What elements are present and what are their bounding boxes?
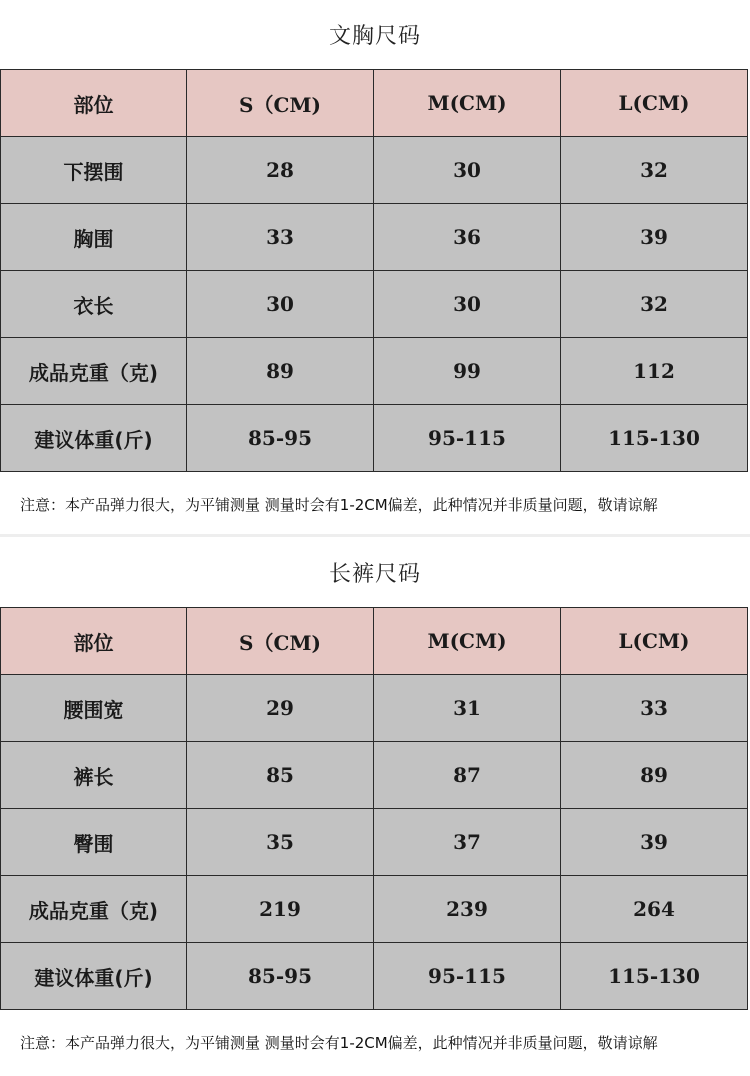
header-size-m: M(CM) xyxy=(374,70,561,137)
table-row xyxy=(1,876,748,943)
measurement-note: 注意：本产品弹力很大，为平铺测量 测量时会有1-2CM偏差，此种情况并非质量问题，敬请谅解 xyxy=(20,1034,658,1052)
cell-s: 85-95 xyxy=(187,405,374,472)
table-row xyxy=(1,943,748,1010)
cell-l: 32 xyxy=(561,271,748,338)
cell-s: 29 xyxy=(187,675,374,742)
cell-l: 115-130 xyxy=(561,405,748,472)
cell-m: 37 xyxy=(374,809,561,876)
measurement-note: 注意：本产品弹力很大，为平铺测量 测量时会有1-2CM偏差，此种情况并非质量问题，敬请谅解 xyxy=(20,496,658,514)
row-label: 成品克重（克) xyxy=(1,876,187,943)
row-label: 建议体重(斤) xyxy=(1,943,187,1010)
cell-l: 39 xyxy=(561,809,748,876)
bra-size-title: 文胸尺码 xyxy=(328,24,421,49)
header-size-l: L(CM) xyxy=(561,70,748,137)
cell-m: 95-115 xyxy=(374,405,561,472)
cell-s: 85 xyxy=(187,742,374,809)
cell-m: 95-115 xyxy=(374,943,561,1010)
header-part: 部位 xyxy=(1,608,187,675)
cell-l: 39 xyxy=(561,204,748,271)
cell-l: 112 xyxy=(561,338,748,405)
row-label: 臀围 xyxy=(1,809,187,876)
table-row xyxy=(1,809,748,876)
row-label: 腰围宽 xyxy=(1,675,187,742)
cell-m: 99 xyxy=(374,338,561,405)
cell-l: 89 xyxy=(561,742,748,809)
cell-s: 28 xyxy=(187,137,374,204)
table-row xyxy=(1,405,748,472)
table-row xyxy=(1,204,748,271)
pants-size-title: 长裤尺码 xyxy=(328,562,421,587)
row-label: 裤长 xyxy=(1,742,187,809)
cell-m: 30 xyxy=(374,137,561,204)
section-divider xyxy=(0,534,750,537)
cell-s: 35 xyxy=(187,809,374,876)
table-row xyxy=(1,271,748,338)
table-header-row xyxy=(1,70,748,137)
cell-l: 32 xyxy=(561,137,748,204)
pants-size-section xyxy=(0,538,750,1070)
table-row xyxy=(1,742,748,809)
cell-s: 219 xyxy=(187,876,374,943)
bra-size-section xyxy=(0,0,750,532)
cell-m: 239 xyxy=(374,876,561,943)
cell-m: 31 xyxy=(374,675,561,742)
cell-s: 89 xyxy=(187,338,374,405)
cell-l: 264 xyxy=(561,876,748,943)
pants-size-table xyxy=(0,607,748,1010)
header-size-l: L(CM) xyxy=(561,608,748,675)
header-part: 部位 xyxy=(1,70,187,137)
cell-m: 36 xyxy=(374,204,561,271)
header-size-s: S（CM) xyxy=(187,608,374,675)
header-size-s: S（CM) xyxy=(187,70,374,137)
bra-size-table xyxy=(0,69,748,472)
row-label: 下摆围 xyxy=(1,137,187,204)
row-label: 成品克重（克) xyxy=(1,338,187,405)
table-header-row xyxy=(1,608,748,675)
cell-s: 85-95 xyxy=(187,943,374,1010)
cell-l: 115-130 xyxy=(561,943,748,1010)
row-label: 胸围 xyxy=(1,204,187,271)
table-row xyxy=(1,338,748,405)
cell-m: 87 xyxy=(374,742,561,809)
cell-m: 30 xyxy=(374,271,561,338)
header-size-m: M(CM) xyxy=(374,608,561,675)
row-label: 建议体重(斤) xyxy=(1,405,187,472)
table-row xyxy=(1,675,748,742)
row-label: 衣长 xyxy=(1,271,187,338)
cell-s: 30 xyxy=(187,271,374,338)
cell-s: 33 xyxy=(187,204,374,271)
table-row xyxy=(1,137,748,204)
cell-l: 33 xyxy=(561,675,748,742)
